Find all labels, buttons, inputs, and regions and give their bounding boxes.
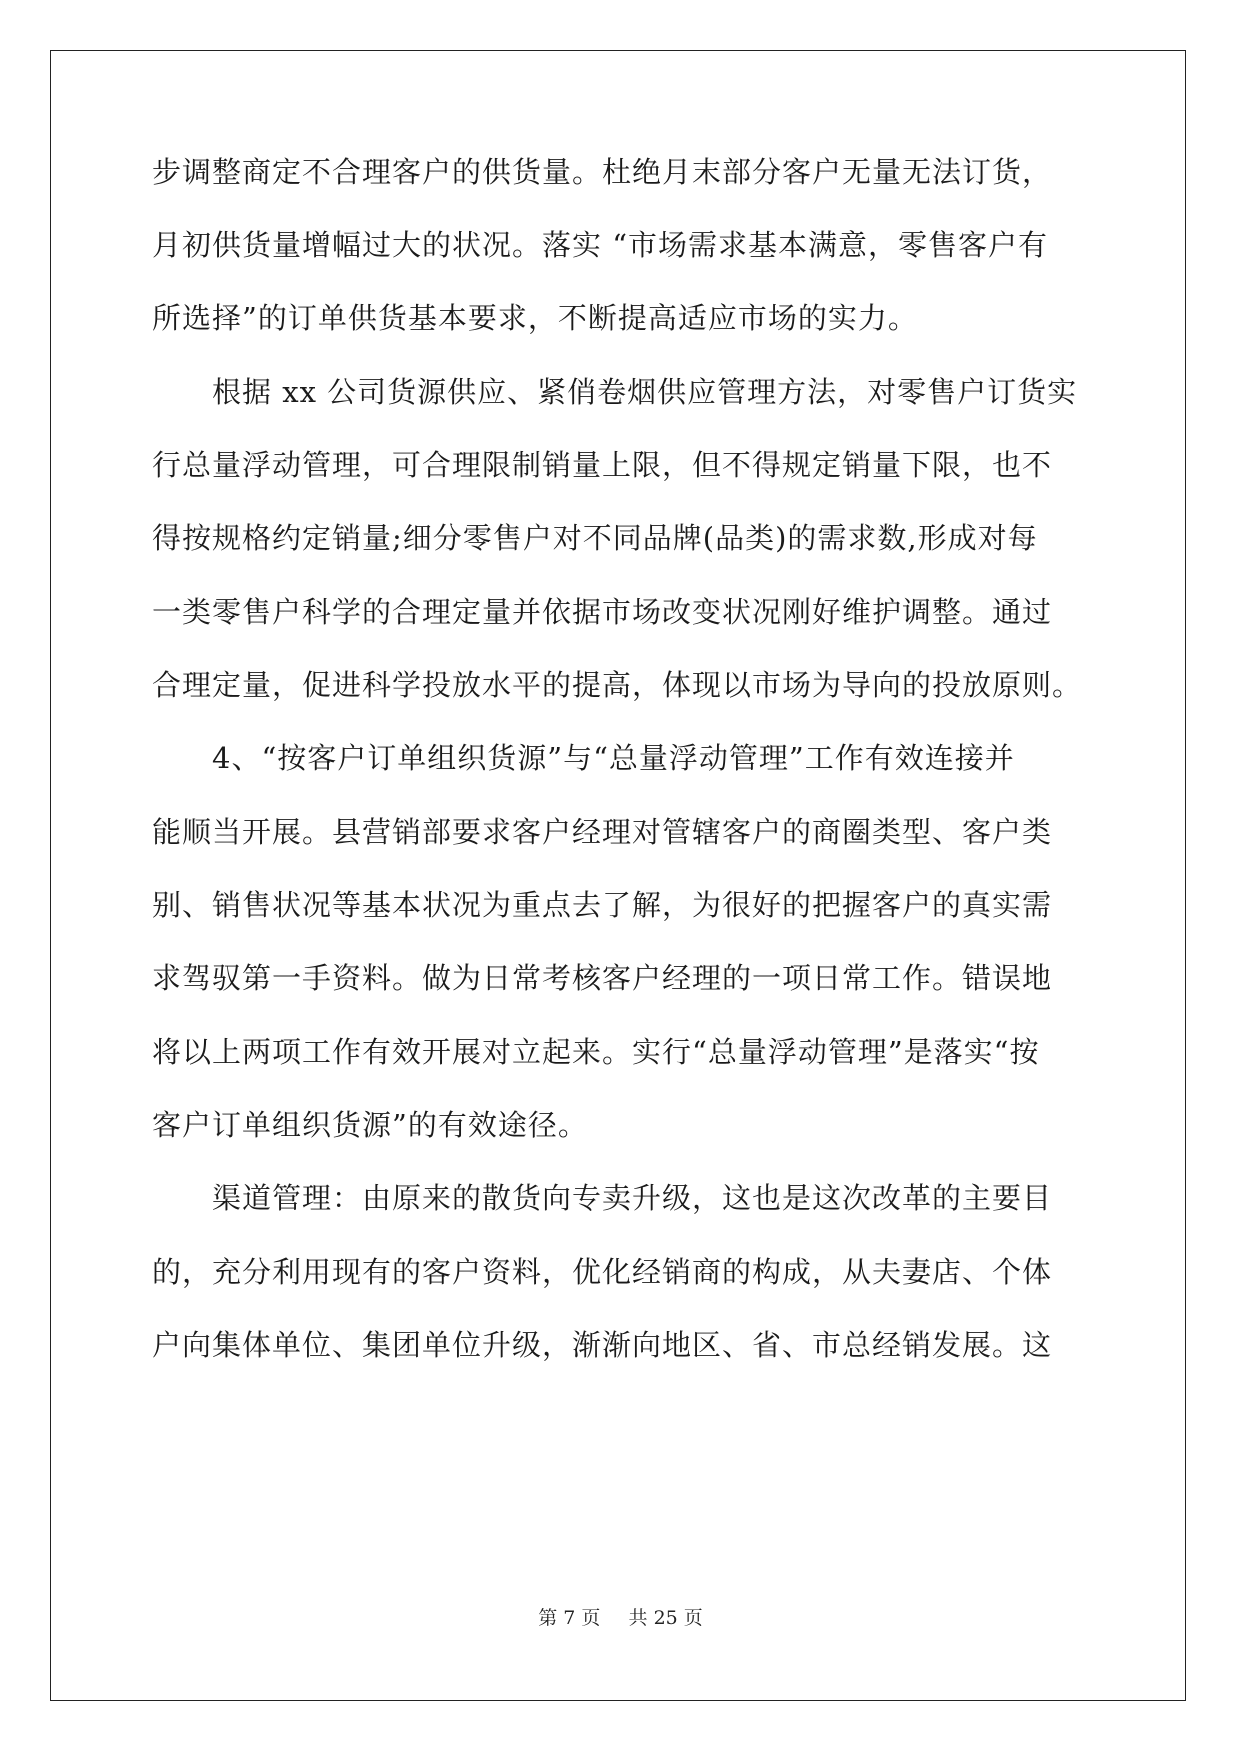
text-line-17: 户向集体单位、集团单位升级，渐渐向地区、省、市总经销发展。这 <box>152 1328 1053 1362</box>
text-line-16: 的，充分利用现有的客户资料，优化经销商的构成，从夫妻店、个体 <box>152 1255 1053 1289</box>
text-line-4: 根据 xx 公司货源供应、紧俏卷烟供应管理方法，对零售户订货实 <box>152 375 1078 409</box>
text-line-9: 4、“按客户订单组织货源”与“总量浮动管理”工作有效连接并 <box>152 741 1015 775</box>
page-number: 第 7 页 <box>538 1607 601 1629</box>
page-footer <box>0 1606 1241 1630</box>
text-line-10: 能顺当开展。县营销部要求客户经理对管辖客户的商圈类型、客户类 <box>152 815 1053 849</box>
text-line-3: 所选择”的订单供货基本要求，不断提高适应市场的实力。 <box>152 301 918 335</box>
text-line-6: 得按规格约定销量;细分零售户对不同品牌(品类)的需求数,形成对每 <box>152 521 1038 555</box>
text-line-8: 合理定量，促进科学投放水平的提高，体现以市场为导向的投放原则。 <box>152 668 1083 702</box>
text-line-12: 求驾驭第一手资料。做为日常考核客户经理的一项日常工作。错误地 <box>152 961 1053 995</box>
text-line-2: 月初供货量增幅过大的状况。落实 “市场需求基本满意，零售客户有 <box>152 228 1049 262</box>
text-line-11: 别、销售状况等基本状况为重点去了解，为很好的把握客户的真实需 <box>152 888 1053 922</box>
text-line-15: 渠道管理：由原来的散货向专卖升级，这也是这次改革的主要目 <box>152 1181 1053 1215</box>
text-line-1: 步调整商定不合理客户的供货量。杜绝月末部分客户无量无法订货， <box>152 155 1053 189</box>
page-total: 共 25 页 <box>628 1607 703 1629</box>
text-line-14: 客户订单组织货源”的有效途径。 <box>152 1108 588 1142</box>
text-line-5: 行总量浮动管理，可合理限制销量上限，但不得规定销量下限，也不 <box>152 448 1053 482</box>
text-line-13: 将以上两项工作有效开展对立起来。实行“总量浮动管理”是落实“按 <box>152 1035 1040 1069</box>
text-line-7: 一类零售户科学的合理定量并依据市场改变状况刚好维护调整。通过 <box>152 595 1053 629</box>
page-border <box>50 50 1186 1701</box>
